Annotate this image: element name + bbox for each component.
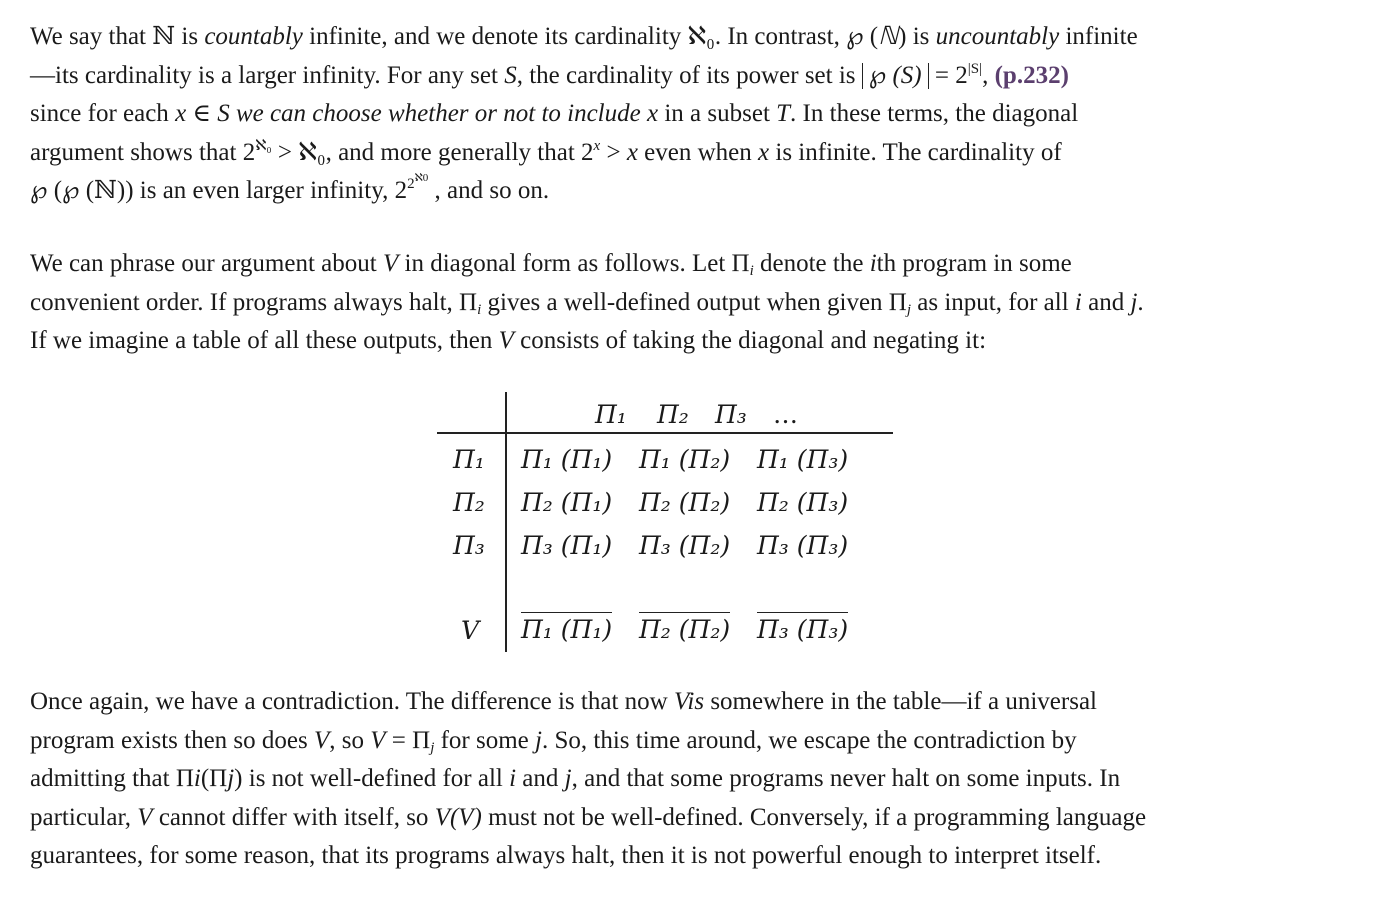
page-reference-link[interactable]: (p.232) — [994, 61, 1069, 89]
table-cell: Π₂ (Π₁) — [521, 488, 613, 517]
table-vertical-rule — [505, 392, 507, 652]
column-header: Π₁ — [595, 400, 627, 429]
text-line: ℘ (℘ (ℕ)) is an even larger infinity, $2^{2^{ℵ0}}$ , and so on. — [30, 172, 550, 204]
text-line: Once again, we have a contradiction. The difference is that now Vis somewhere in the table—if a universal — [30, 688, 1097, 715]
text-line: guarantees, for some reason, that its programs always halt, then it is not powerful enough to interpret itself. — [30, 842, 1102, 869]
powerset-symbol: ℘ — [62, 177, 80, 204]
table-cell: Π₂ (Π₂) — [639, 488, 731, 517]
negated-cell: Π₁ (Π₁) — [521, 612, 612, 645]
naturals-symbol: ℕ — [152, 23, 176, 50]
table-cell: Π₃ (Π₂) — [639, 531, 731, 560]
column-header: Π₂ — [657, 400, 689, 429]
text-line: since for each x ∈ S we can choose whether or not to include x in a subset T. In these terms, the diagonal — [30, 100, 1079, 127]
powerset-symbol: ℘ — [30, 177, 48, 204]
table-cell: Π₁ (Π₂) — [639, 445, 731, 474]
table-cell: Π₃ (Π₁) — [521, 531, 613, 560]
paragraph-cardinality — [30, 18, 1360, 211]
text-line: If we imagine a table of all these outputs, then V consists of taking the diagonal and negating it: — [30, 327, 987, 354]
text-line: We can phrase our argument about V in diagonal form as follows. Let $\Pi_i$ denote the ith program in some — [30, 250, 1072, 279]
element-of-symbol: ∈ — [192, 100, 211, 127]
text-line: convenient order. If programs always halt, $\Pi_i$ gives a well-defined output when given $\Pi_j$ as input, for all i and j. — [30, 288, 1144, 318]
text-line: admitting that Πi(Πj) is not well-defined for all i and j, and that some programs never halt on some inputs. In — [30, 765, 1121, 792]
row-header: Π₂ — [453, 488, 485, 517]
table-cell: Π₃ (Π₃) — [757, 531, 849, 560]
powerset-symbol: ℘ — [868, 61, 887, 89]
diagonal-table — [437, 390, 893, 652]
row-header: Π₁ — [453, 445, 485, 474]
paragraph-diagonal-form — [30, 245, 1360, 361]
column-header: Π₃ — [715, 400, 747, 429]
text-line: We say that ℕ is countably infinite, and we denote its cardinality ℵ₀. In contrast, ℘ (ℕ) is uncountably infinite — [30, 23, 1138, 50]
text-line: —its cardinality is a larger infinity. For any set S, the cardinality of its power set is ℘ $(S) = 2^{|S|}$, (p.232) — [30, 60, 1069, 89]
emphasis-uncountably: uncountably — [935, 23, 1060, 50]
column-header-ellipsis: … — [773, 400, 798, 429]
v-row-label: V — [461, 616, 480, 645]
negated-cell: Π₂ (Π₂) — [639, 612, 730, 645]
emphasis-countably: countably — [204, 23, 303, 50]
table-horizontal-rule — [437, 432, 893, 434]
text-line: argument shows that $2^{ℵ_0}$ > ℵ₀, and more generally that $2^x > x$ even when x is infinite. The cardinality of — [30, 137, 1062, 166]
table-cell: Π₂ (Π₃) — [757, 488, 849, 517]
row-header: Π₃ — [453, 531, 485, 560]
negated-cell: Π₃ (Π₃) — [757, 612, 848, 645]
powerset-cardinality: ℘ (S) — [862, 63, 929, 89]
text-line: program exists then so does V, so $V = \Pi_j$ for some j. So, this time around, we escape the contradiction by — [30, 726, 1077, 756]
text-line: particular, V cannot differ with itself, so V(V) must not be well-defined. Conversely, if a programming language — [30, 803, 1147, 831]
paragraph-contradiction — [30, 683, 1360, 876]
table-cell: Π₁ (Π₃) — [757, 445, 849, 474]
aleph-symbol: ℵ₀ — [687, 23, 715, 50]
powerset-symbol: ℘ — [846, 23, 864, 50]
naturals-symbol: ℕ — [878, 23, 899, 50]
table-cell: Π₁ (Π₁) — [521, 445, 613, 474]
